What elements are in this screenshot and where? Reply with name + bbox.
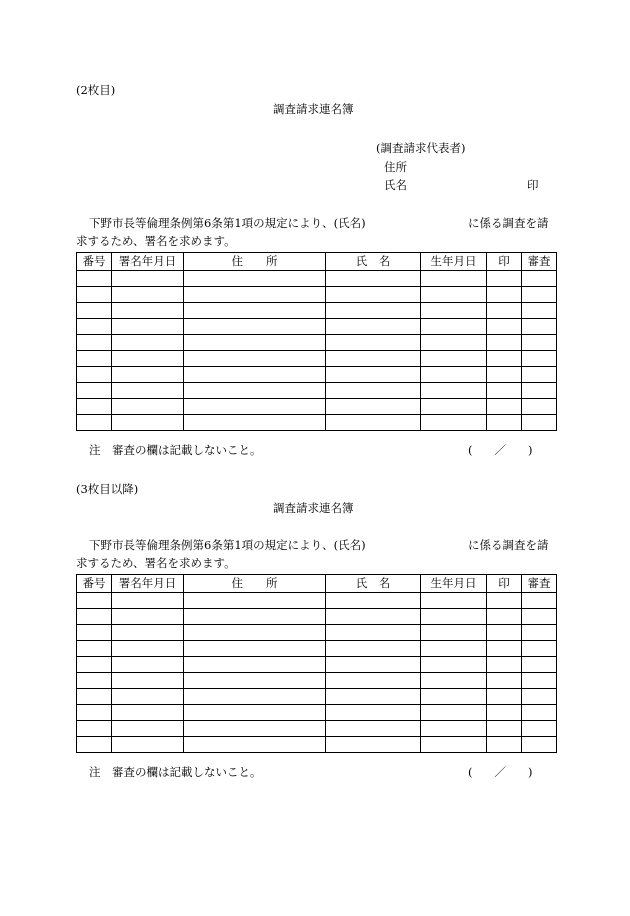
seal-label: 印 <box>527 178 539 192</box>
table-cell[interactable] <box>184 721 326 737</box>
table-cell[interactable] <box>487 625 522 641</box>
table-cell[interactable] <box>326 319 421 335</box>
page-label: (2枚目) <box>76 83 116 97</box>
table-cell[interactable] <box>326 415 421 431</box>
table-row <box>77 415 557 431</box>
table-cell[interactable] <box>112 367 184 383</box>
table-cell[interactable] <box>77 415 112 431</box>
page-label: (3枚目以降) <box>76 482 139 496</box>
table-cell[interactable] <box>421 287 487 303</box>
table-row <box>77 657 557 673</box>
table-cell[interactable] <box>421 351 487 367</box>
representative-name-label: 氏名 <box>384 178 407 192</box>
table-cell[interactable] <box>184 609 326 625</box>
intro-text-line1: 下野市長等倫理条例第6条第1項の規定により、(氏名) <box>89 538 366 552</box>
table-row <box>77 625 557 641</box>
header-review: 審査 <box>522 253 557 271</box>
table-cell[interactable] <box>112 721 184 737</box>
table-cell[interactable] <box>326 721 421 737</box>
table-cell[interactable] <box>487 303 522 319</box>
table-row <box>77 737 557 753</box>
table-cell[interactable] <box>326 351 421 367</box>
table-cell[interactable] <box>522 335 557 351</box>
table-cell[interactable] <box>112 705 184 721</box>
table-cell[interactable] <box>522 415 557 431</box>
table-cell[interactable] <box>421 673 487 689</box>
table-cell[interactable] <box>77 351 112 367</box>
table-cell[interactable] <box>184 383 326 399</box>
table-cell[interactable] <box>77 319 112 335</box>
table-cell[interactable] <box>487 383 522 399</box>
table-cell[interactable] <box>112 641 184 657</box>
table-cell[interactable] <box>487 367 522 383</box>
page-count-slash: ／ <box>494 765 506 779</box>
table-cell[interactable] <box>184 335 326 351</box>
table-cell[interactable] <box>77 657 112 673</box>
header-seal: 印 <box>487 575 522 593</box>
table-cell[interactable] <box>77 689 112 705</box>
header-number: 番号 <box>77 575 112 593</box>
table-cell[interactable] <box>112 335 184 351</box>
page-count <box>468 767 533 779</box>
table-row <box>77 705 557 721</box>
table-cell[interactable] <box>421 335 487 351</box>
table-cell[interactable] <box>77 673 112 689</box>
table-cell[interactable] <box>487 351 522 367</box>
intro-text-line1-end: に係る調査を請 <box>468 538 549 552</box>
table-row <box>77 689 557 705</box>
table-cell[interactable] <box>112 303 184 319</box>
table-cell[interactable] <box>112 609 184 625</box>
table-cell[interactable] <box>522 367 557 383</box>
table-cell[interactable] <box>522 673 557 689</box>
table-row <box>77 271 557 287</box>
table-cell[interactable] <box>421 303 487 319</box>
table-cell[interactable] <box>184 673 326 689</box>
table-cell[interactable] <box>77 367 112 383</box>
table-cell[interactable] <box>184 641 326 657</box>
header-review: 審査 <box>522 575 557 593</box>
table-cell[interactable] <box>326 705 421 721</box>
table-cell[interactable] <box>112 351 184 367</box>
table-cell[interactable] <box>487 721 522 737</box>
table-cell[interactable] <box>184 367 326 383</box>
table-cell[interactable] <box>421 737 487 753</box>
table-cell[interactable] <box>77 641 112 657</box>
table-cell[interactable] <box>522 593 557 609</box>
table-cell[interactable] <box>77 303 112 319</box>
table-cell[interactable] <box>487 673 522 689</box>
table-cell[interactable] <box>522 737 557 753</box>
table-cell[interactable] <box>326 271 421 287</box>
table-cell[interactable] <box>522 287 557 303</box>
page-count-close: ) <box>528 765 533 779</box>
table-cell[interactable] <box>326 673 421 689</box>
table-cell[interactable] <box>421 625 487 641</box>
intro-text-line2: 求するため、署名を求めます。 <box>76 234 236 248</box>
table-cell[interactable] <box>184 399 326 415</box>
document-title: 調査請求連名簿 <box>273 102 354 116</box>
table-cell[interactable] <box>77 271 112 287</box>
table-cell[interactable] <box>112 625 184 641</box>
table-cell[interactable] <box>522 271 557 287</box>
table-cell[interactable] <box>522 303 557 319</box>
table-cell[interactable] <box>421 383 487 399</box>
table-cell[interactable] <box>421 399 487 415</box>
table-cell[interactable] <box>184 351 326 367</box>
table-cell[interactable] <box>77 383 112 399</box>
table-cell[interactable] <box>184 705 326 721</box>
table-cell[interactable] <box>487 399 522 415</box>
table-row <box>77 335 557 351</box>
page-count-slash: ／ <box>494 443 506 457</box>
table-cell[interactable] <box>421 367 487 383</box>
header-signature-date: 署名年月日 <box>112 575 184 593</box>
table-cell[interactable] <box>326 383 421 399</box>
table-cell[interactable] <box>112 657 184 673</box>
table-cell[interactable] <box>421 609 487 625</box>
table-cell[interactable] <box>487 593 522 609</box>
table-cell[interactable] <box>112 673 184 689</box>
representative-heading: (調査請求代表者) <box>376 141 466 155</box>
table-cell[interactable] <box>421 689 487 705</box>
table-cell[interactable] <box>184 689 326 705</box>
table-cell[interactable] <box>184 287 326 303</box>
table-cell[interactable] <box>487 689 522 705</box>
table-cell[interactable] <box>184 415 326 431</box>
table-cell[interactable] <box>487 737 522 753</box>
table-cell[interactable] <box>522 657 557 673</box>
table-cell[interactable] <box>326 303 421 319</box>
table-cell[interactable] <box>77 287 112 303</box>
table-cell[interactable] <box>522 625 557 641</box>
table-cell[interactable] <box>522 721 557 737</box>
table-row <box>77 383 557 399</box>
intro-text-line1-end: に係る調査を請 <box>468 216 549 230</box>
table-cell[interactable] <box>487 319 522 335</box>
table-cell[interactable] <box>522 383 557 399</box>
table-cell[interactable] <box>421 415 487 431</box>
table-cell[interactable] <box>184 271 326 287</box>
table-row <box>77 673 557 689</box>
table-cell[interactable] <box>184 593 326 609</box>
table-cell[interactable] <box>522 689 557 705</box>
table-cell[interactable] <box>487 609 522 625</box>
representative-address-label: 住所 <box>384 160 407 174</box>
table-row <box>77 593 557 609</box>
table-cell[interactable] <box>421 593 487 609</box>
header-address: 住 所 <box>184 253 326 271</box>
table-cell[interactable] <box>421 319 487 335</box>
table-cell[interactable] <box>77 705 112 721</box>
table-cell[interactable] <box>112 383 184 399</box>
table-cell[interactable] <box>487 271 522 287</box>
header-name: 氏 名 <box>326 575 421 593</box>
table-cell[interactable] <box>184 625 326 641</box>
table-cell[interactable] <box>522 399 557 415</box>
table-cell[interactable] <box>326 593 421 609</box>
note-text: 注 審査の欄は記載しないこと。 <box>89 443 262 457</box>
table-cell[interactable] <box>77 399 112 415</box>
table-cell[interactable] <box>487 657 522 673</box>
table-cell[interactable] <box>326 625 421 641</box>
table-cell[interactable] <box>112 287 184 303</box>
table-cell[interactable] <box>326 609 421 625</box>
table-cell[interactable] <box>184 737 326 753</box>
table-cell[interactable] <box>112 689 184 705</box>
page-count <box>468 445 533 457</box>
table-cell[interactable] <box>522 319 557 335</box>
table-cell[interactable] <box>487 287 522 303</box>
intro-text-line1: 下野市長等倫理条例第6条第1項の規定により、(氏名) <box>89 216 366 230</box>
table-cell[interactable] <box>326 689 421 705</box>
table-row <box>77 319 557 335</box>
table-cell[interactable] <box>184 319 326 335</box>
table-cell[interactable] <box>326 335 421 351</box>
header-seal: 印 <box>487 253 522 271</box>
table-cell[interactable] <box>326 367 421 383</box>
header-address: 住 所 <box>184 575 326 593</box>
table-row <box>77 287 557 303</box>
table-cell[interactable] <box>522 351 557 367</box>
table-cell[interactable] <box>326 657 421 673</box>
table-cell[interactable] <box>487 335 522 351</box>
header-name: 氏 名 <box>326 253 421 271</box>
table-cell[interactable] <box>77 737 112 753</box>
table-cell[interactable] <box>326 287 421 303</box>
table-cell[interactable] <box>421 657 487 673</box>
signature-table <box>76 252 557 431</box>
table-cell[interactable] <box>326 399 421 415</box>
table-cell[interactable] <box>112 737 184 753</box>
header-signature-date: 署名年月日 <box>112 253 184 271</box>
page-count-open: ( <box>468 765 473 779</box>
table-row <box>77 721 557 737</box>
header-birthdate: 生年月日 <box>421 253 487 271</box>
table-cell[interactable] <box>487 705 522 721</box>
table-cell[interactable] <box>326 737 421 753</box>
note-text: 注 審査の欄は記載しないこと。 <box>89 765 262 779</box>
table-cell[interactable] <box>421 705 487 721</box>
table-cell[interactable] <box>77 625 112 641</box>
table-cell[interactable] <box>421 721 487 737</box>
table-cell[interactable] <box>112 319 184 335</box>
table-cell[interactable] <box>487 415 522 431</box>
table-cell[interactable] <box>326 641 421 657</box>
table-cell[interactable] <box>112 593 184 609</box>
table-cell[interactable] <box>487 641 522 657</box>
table-cell[interactable] <box>77 335 112 351</box>
document-title: 調査請求連名簿 <box>273 501 354 515</box>
table-row <box>77 609 557 625</box>
table-cell[interactable] <box>77 609 112 625</box>
table-cell[interactable] <box>421 271 487 287</box>
table-row <box>77 367 557 383</box>
table-cell[interactable] <box>421 641 487 657</box>
table-row <box>77 399 557 415</box>
table-cell[interactable] <box>522 705 557 721</box>
table-row <box>77 303 557 319</box>
table-cell[interactable] <box>77 593 112 609</box>
page-count-close: ) <box>528 443 533 457</box>
table-row <box>77 641 557 657</box>
header-number: 番号 <box>77 253 112 271</box>
table-cell[interactable] <box>184 657 326 673</box>
header-birthdate: 生年月日 <box>421 575 487 593</box>
table-cell[interactable] <box>522 641 557 657</box>
table-cell[interactable] <box>112 399 184 415</box>
table-cell[interactable] <box>112 415 184 431</box>
table-row <box>77 351 557 367</box>
intro-text-line2: 求するため、署名を求めます。 <box>76 556 236 570</box>
table-cell[interactable] <box>522 609 557 625</box>
page-count-open: ( <box>468 443 473 457</box>
signature-table <box>76 574 557 753</box>
table-cell[interactable] <box>184 303 326 319</box>
table-cell[interactable] <box>77 721 112 737</box>
table-cell[interactable] <box>112 271 184 287</box>
